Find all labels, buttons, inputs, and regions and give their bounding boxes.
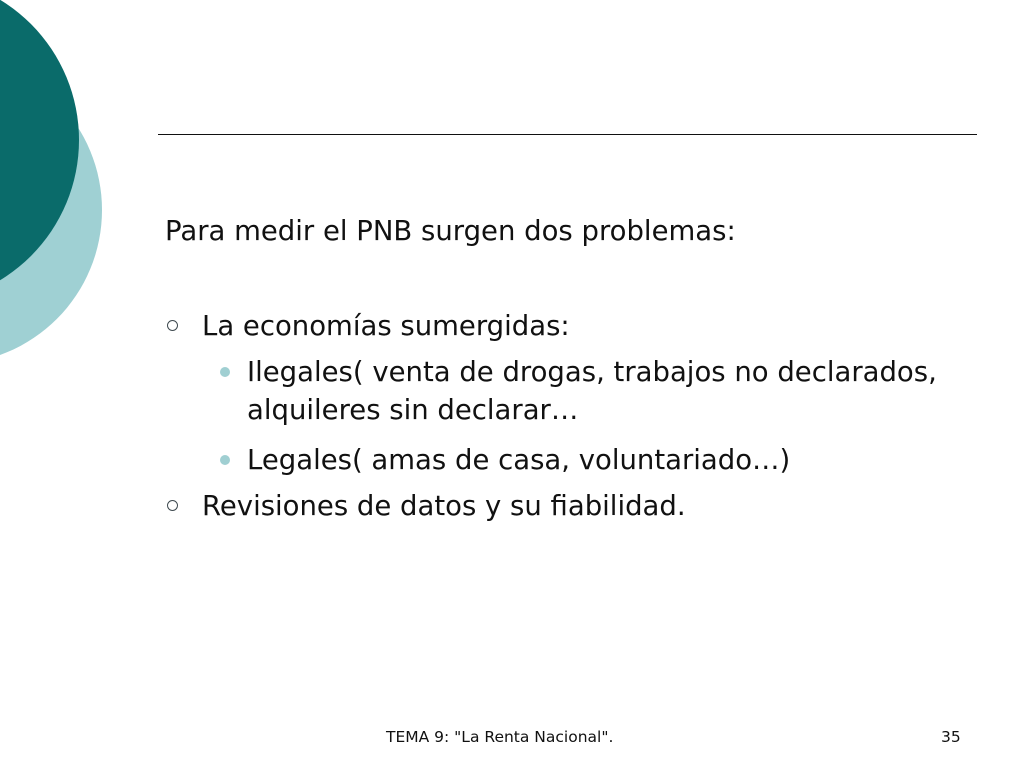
- decorative-circles: [0, 0, 110, 370]
- hollow-circle-bullet-icon: [167, 320, 178, 331]
- hollow-circle-bullet-icon: [167, 500, 178, 511]
- sub-bullet-text: Ilegales( venta de drogas, trabajos no declarados, alquileres sin declarar…: [247, 356, 937, 426]
- bullet-text: Revisiones de datos y su fiabilidad.: [202, 490, 686, 522]
- bullet-text: La economías sumergidas:: [202, 310, 570, 342]
- page-number: 35: [941, 728, 961, 746]
- sub-bullet-text: Legales( amas de casa, voluntariado…): [247, 444, 791, 476]
- footer-title: TEMA 9: "La Renta Nacional".: [386, 728, 614, 746]
- intro-text: Para medir el PNB surgen dos problemas:: [165, 215, 736, 247]
- filled-dot-bullet-icon: [220, 455, 230, 465]
- filled-dot-bullet-icon: [220, 367, 230, 377]
- title-divider: [158, 134, 977, 135]
